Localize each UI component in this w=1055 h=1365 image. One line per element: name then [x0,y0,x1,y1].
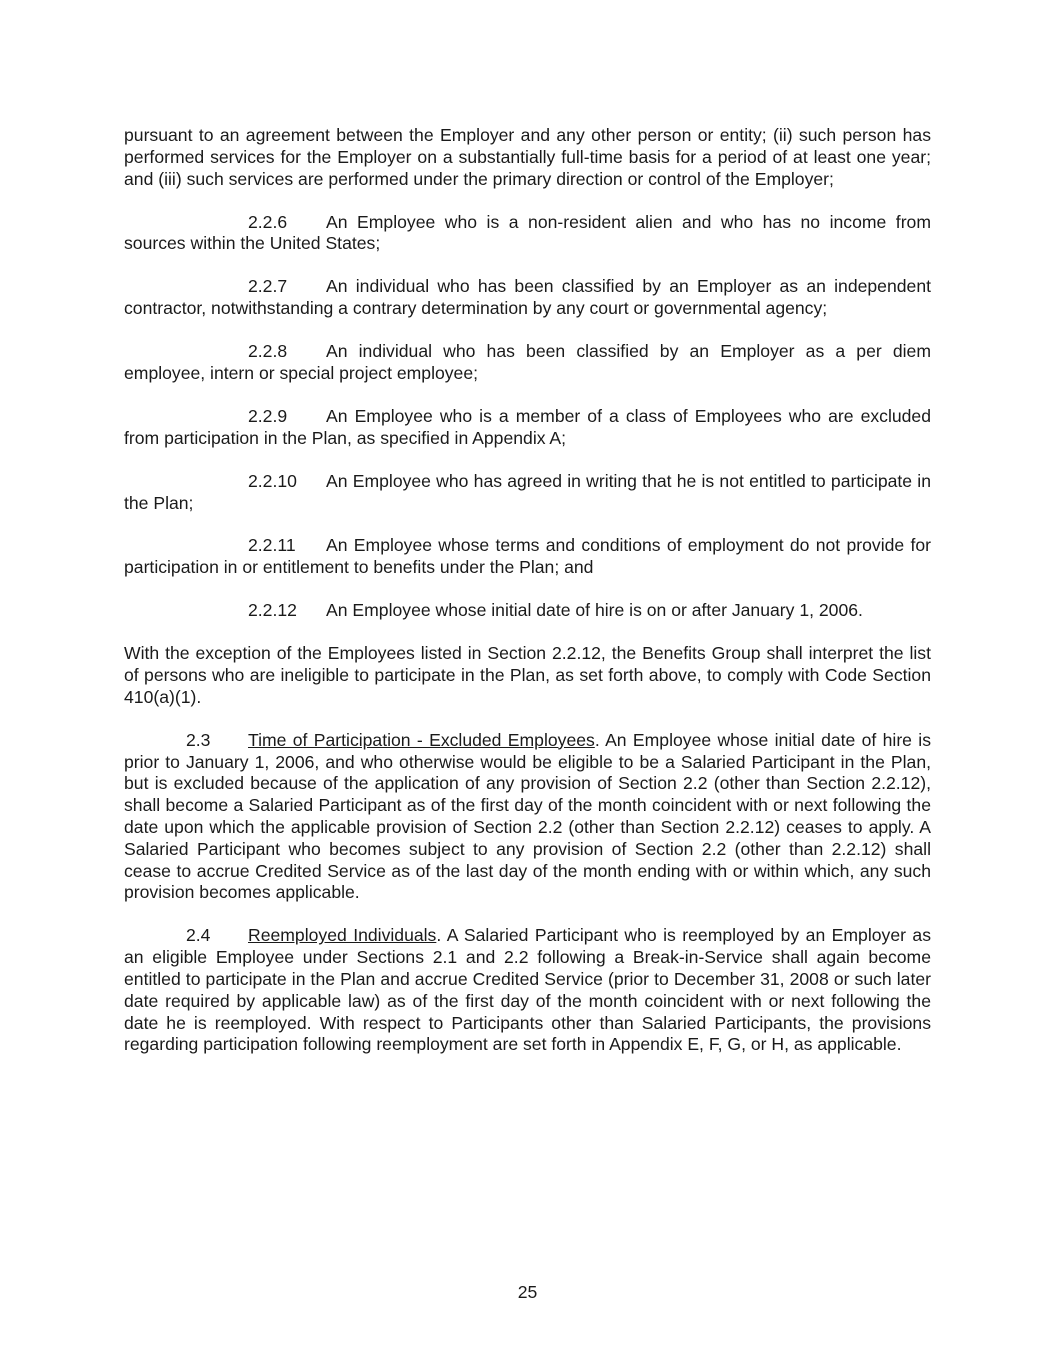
clause-2-2-6 [124,212,931,256]
section-number: 2.4 [186,925,211,946]
clause-text: An individual who has been classified by an Employer as a per diem employee, intern or special project employee; [124,341,931,383]
clause-text: An Employee whose terms and conditions of employment do not provide for participation in or entitlement to benefits under the Plan; and [124,535,931,578]
clause-2-2-11 [124,535,931,579]
clause-number: 2.2.9 [248,405,288,426]
section-heading: Time of Participation - Excluded Employees [248,729,595,750]
section-heading: Reemployed Individuals [248,925,437,946]
document-page [124,125,931,1077]
clause-2-2-10 [124,471,931,515]
section-text: . A Salaried Participant who is reemployed by an Employer as an eligible Employee under Sections 2.1 and 2.2 following a Break-in-Service shall again become entitled to participate in the Plan and accrue Credited Service (prior to December 31, 2008 or such later date required by applicable law) as of the first day of the month coincident with or next following the date he is reemployed. With respect to Participants other than Salaried Participants, the provisions regarding participation following reemployment are set forth in Appendix E, F, G, or H, as applicable. [124,925,931,1055]
continuation-paragraph: pursuant to an agreement between the Employer and any other person or entity; (ii) such person has performed services for the Employer on a substantially full-time basis for a period of at least one year; and (iii) such services are performed under the primary direction or control of the Employer; [124,125,931,189]
clause-text: An Employee who has agreed in writing that he is not entitled to participate in the Plan; [124,470,931,513]
section-number: 2.3 [186,729,211,750]
clause-text: An Employee who is a non-resident alien and who has no income from sources within the United States; [124,211,931,254]
clause-number: 2.2.11 [248,535,296,556]
exception-paragraph: With the exception of the Employees listed in Section 2.2.12, the Benefits Group shall interpret the list of persons who are ineligible to participate in the Plan, as set forth above, to comply with Code Section 410(a)(1). [124,643,931,707]
clause-2-2-9 [124,406,931,450]
clause-text: An Employee who is a member of a class of Employees who are excluded from participation in the Plan, as specified in Appendix A; [124,405,931,448]
section-text: . An Employee whose initial date of hire is prior to January 1, 2006, and who otherwise would be eligible to be a Salaried Participant in the Plan, but is excluded because of the application of any provision of Section 2.2 (other than Section 2.2.12), shall become a Salaried Participant as of the first day of the month coincident with or next following the date upon which the applicable provision of Section 2.2 (other than Section 2.2.12) ceases to apply. A Salaried Participant who becomes subject to any provision of Section 2.2 (other than 2.2.12) shall cease to accrue Credited Service as of the last day of the month ending with or within which, any such provision becomes applicable. [124,729,931,903]
clause-number: 2.2.10 [248,470,297,491]
clause-number: 2.2.12 [248,600,297,621]
clause-number: 2.2.8 [248,341,288,362]
clause-number: 2.2.6 [248,211,288,232]
clause-2-2-8 [124,341,931,385]
clause-2-2-12 [124,600,931,622]
section-2-4 [124,925,931,1056]
clause-text: An individual who has been classified by an Employer as an independent contractor, notwithstanding a contrary determination by any court or governmental agency; [124,276,931,319]
clause-2-2-7 [124,276,931,320]
section-2-3 [124,730,931,904]
clause-number: 2.2.7 [248,276,288,297]
page-number: 25 [517,1282,538,1302]
clause-text: An Employee whose initial date of hire is on or after January 1, 2006. [326,600,863,621]
